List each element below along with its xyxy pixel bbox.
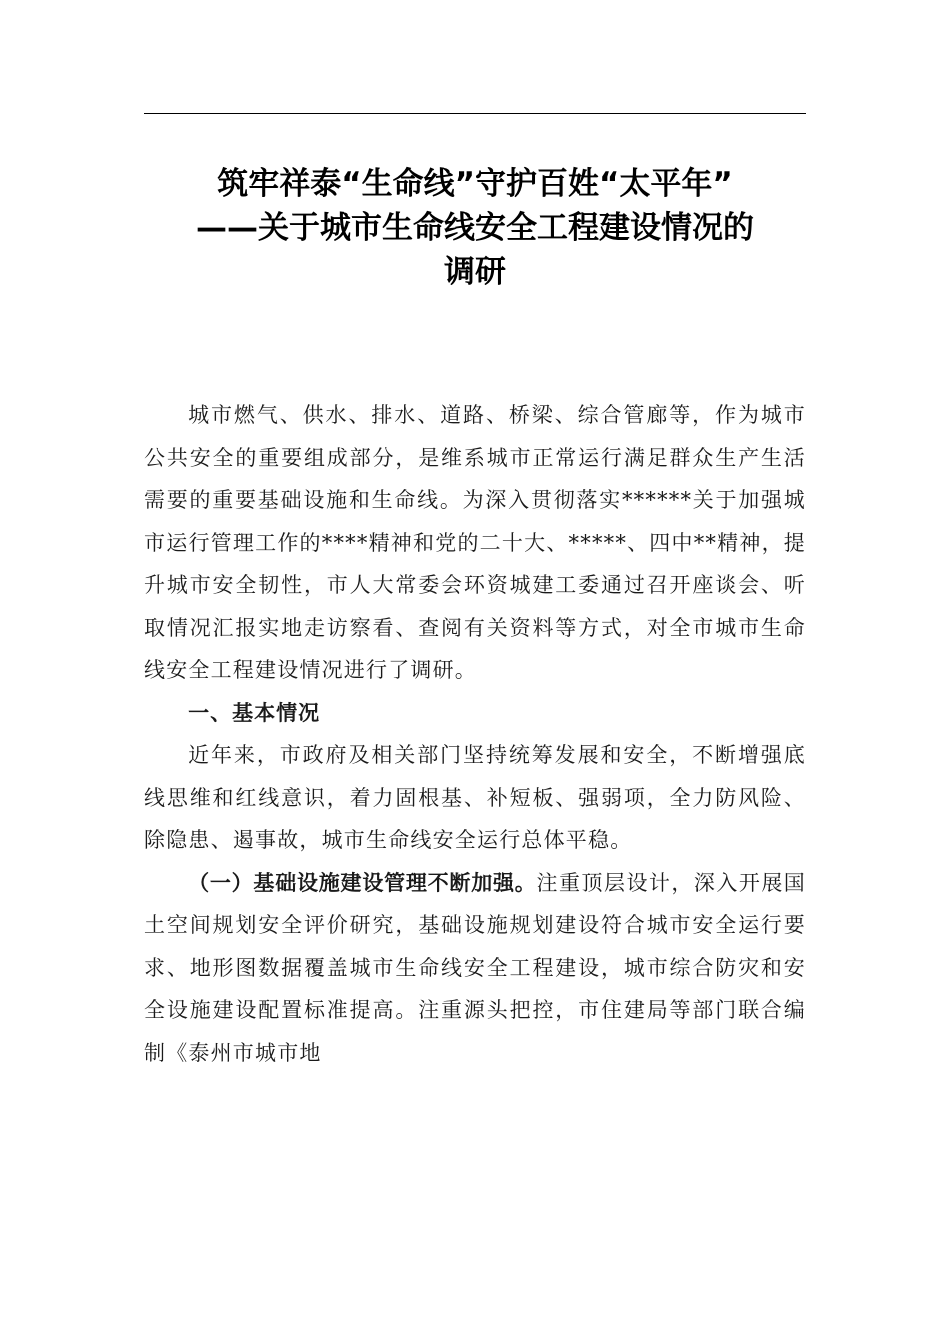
subsection-1-paragraph xyxy=(144,862,806,1075)
document-body xyxy=(144,394,806,1074)
subsection-1-text: 注重顶层设计，深入开展国土空间规划安全评价研究，基础设施规划建设符合城市安全运行要求、地形图数据覆盖城市生命线安全工程建设，城市综合防灾和安全设施建设配置标准提高。注重源头把控，市住建局等部门联合编制《泰州市城市地 xyxy=(144,870,807,1065)
document-title xyxy=(144,162,806,294)
title-line-3: 调研 xyxy=(444,254,506,290)
subsection-1-heading: （一）基础设施建设管理不断加强。 xyxy=(188,870,537,895)
title-line-2: ——关于城市生命线安全工程建设情况的 xyxy=(196,210,754,246)
title-line-1: 筑牢祥泰“生命线”守护百姓“太平年” xyxy=(217,166,733,202)
header-rule xyxy=(144,113,806,114)
intro-paragraph: 城市燃气、供水、排水、道路、桥梁、综合管廊等，作为城市公共安全的重要组成部分，是维系城市正常运行满足群众生产生活需要的重要基础设施和生命线。为深入贯彻落实******关于加强城市运行管理工作的****精神和党的二十大、*****、四中**精神，提升城市安全韧性，市人大常委会环资城建工委通过召开座谈会、听取情况汇报实地走访察看、查阅有关资料等方式，对全市城市生命线安全工程建设情况进行了调研。 xyxy=(144,403,806,682)
section-1-paragraph: 近年来，市政府及相关部门坚持统筹发展和安全，不断增强底线思维和红线意识，着力固根基、补短板、强弱项，全力防风险、除隐患、遏事故，城市生命线安全运行总体平稳。 xyxy=(144,743,806,852)
section-heading-basic-situation: 一、基本情况 xyxy=(188,700,321,725)
